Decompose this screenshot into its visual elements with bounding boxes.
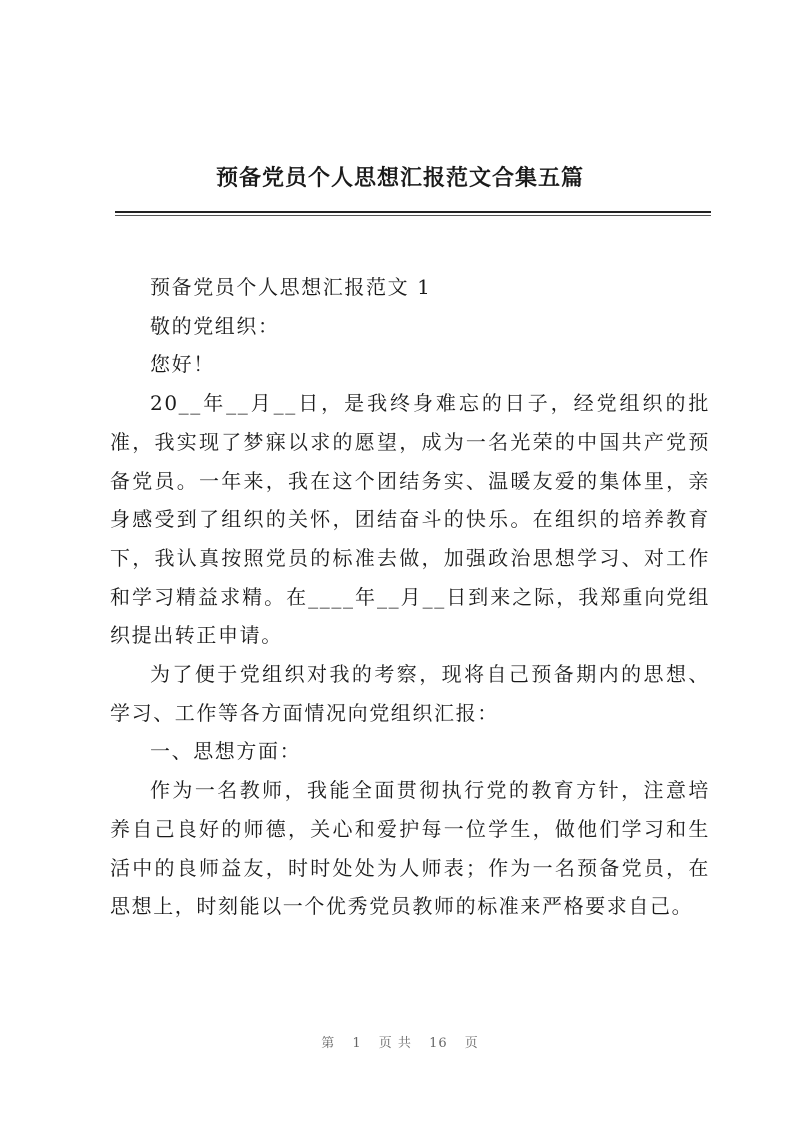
greeting: 您好！	[150, 352, 215, 377]
title-divider-thin	[115, 215, 711, 216]
document-body	[110, 268, 710, 926]
footer-current-page: 1	[352, 1036, 362, 1051]
salutation: 敬的党组织：	[150, 313, 280, 338]
footer-suffix: 页	[464, 1036, 479, 1051]
title-divider	[115, 211, 711, 213]
footer-prefix: 第	[321, 1036, 336, 1051]
section-heading: 预备党员个人思想汇报范文 1	[150, 275, 432, 299]
document-title: 预备党员个人思想汇报范文合集五篇	[215, 165, 584, 191]
footer-middle: 页 共	[378, 1036, 412, 1051]
footer-total-pages: 16	[429, 1036, 448, 1051]
page-footer	[0, 1032, 800, 1051]
body-paragraph: 20__年__月__日，是我终身难忘的日子，经党组织的批准，我实现了梦寐以求的愿望，成为一名光荣的中国共产党预备党员。一年来，我在这个团结务实、温暖友爱的集体里，亲身感受到了组织的关怀，团结奋斗的快乐。在组织的培养教育下，我认真按照党员的标准去做，加强政治思想学习、对工作和学习精益求精。在____年__月__日到来之际，我郑重向党组织提出转正申请。	[110, 391, 710, 648]
body-paragraph: 作为一名教师，我能全面贯彻执行党的教育方针，注意培养自己良好的师德，关心和爱护每一位学生，做他们学习和生活中的良师益友，时时处处为人师表；作为一名预备党员，在思想上，时刻能以一个优秀党员教师的标准来严格要求自己。	[110, 778, 710, 919]
body-paragraph: 为了便于党组织对我的考察，现将自己预备期内的思想、学习、工作等各方面情况向党组织汇报：	[110, 662, 710, 725]
subsection-heading: 一、思想方面：	[150, 739, 302, 764]
